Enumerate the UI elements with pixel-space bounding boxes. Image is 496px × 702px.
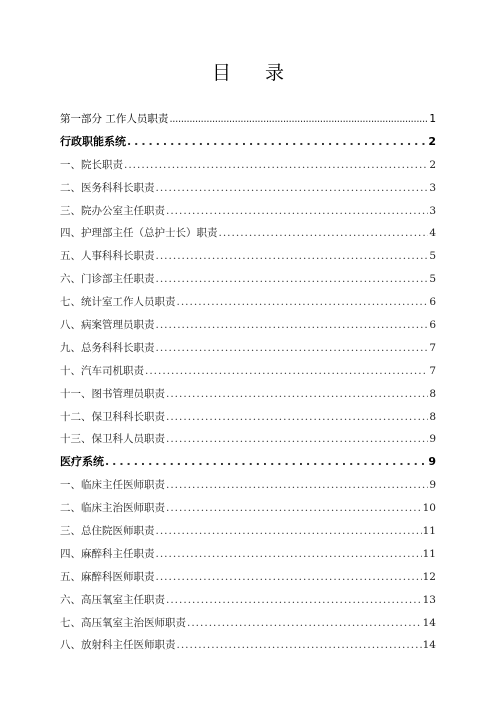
- toc-entry-section[interactable]: [60, 131, 436, 154]
- toc-page-number: 7: [429, 341, 436, 354]
- toc-entry-label: 一、院长职责: [60, 158, 123, 171]
- toc-page-number: 8: [429, 410, 436, 423]
- dot-leader: [105, 451, 427, 474]
- toc-page-number: 6: [429, 296, 436, 309]
- toc-entry[interactable]: [60, 154, 436, 177]
- toc-page-number: 1: [429, 113, 436, 125]
- toc-entry-label: 行政职能系统: [60, 134, 126, 148]
- toc-entry-label: 六、高压氧室主任职责: [60, 593, 165, 606]
- dot-leader: [166, 589, 422, 612]
- toc-entry[interactable]: [60, 291, 436, 314]
- toc-page-number: 9: [428, 455, 436, 469]
- toc-entry[interactable]: [60, 634, 436, 657]
- table-of-contents: [60, 108, 436, 657]
- toc-entry-label: 二、临床主治医师职责: [60, 502, 165, 515]
- toc-entry-label: 十三、保卫科人员职责: [60, 433, 165, 446]
- toc-page-number: 9: [429, 479, 436, 492]
- toc-page-number: 14: [422, 639, 436, 652]
- dot-leader: [156, 566, 422, 589]
- toc-page-number: 10: [422, 502, 436, 515]
- toc-entry-label: 八、放射科主任医师职责: [60, 639, 176, 652]
- toc-entry[interactable]: [60, 245, 436, 268]
- dot-leader: [145, 360, 428, 383]
- toc-entry-label: 六、门诊部主任职责: [60, 273, 155, 286]
- toc-page-number: 3: [429, 181, 436, 194]
- toc-entry-label: 四、护理部主任（总护士长）职责: [60, 227, 218, 240]
- toc-entry[interactable]: [60, 177, 436, 200]
- toc-page-number: 5: [429, 273, 436, 286]
- toc-entry[interactable]: [60, 612, 436, 635]
- toc-page-number: 12: [422, 570, 436, 583]
- dot-leader: [177, 291, 429, 314]
- toc-entry[interactable]: [60, 383, 436, 406]
- toc-page-number: 7: [429, 364, 436, 377]
- toc-entry-label: 十一、图书管理员职责: [60, 387, 165, 400]
- toc-entry-label: 第一部分 工作人员职责: [60, 113, 169, 125]
- dot-leader: [156, 268, 429, 291]
- toc-entry-label: 十、汽车司机职责: [60, 364, 144, 377]
- dot-leader: [166, 474, 428, 497]
- toc-entry-label: 三、院办公室主任职责: [60, 204, 165, 217]
- toc-entry-label: 二、医务科科长职责: [60, 181, 155, 194]
- dot-leader: [156, 543, 422, 566]
- dot-leader: [124, 154, 428, 177]
- dot-leader: [166, 406, 428, 429]
- toc-entry[interactable]: [60, 337, 436, 360]
- toc-entry-section[interactable]: [60, 451, 436, 474]
- toc-entry-part[interactable]: [60, 108, 436, 131]
- dot-leader: [156, 177, 429, 200]
- toc-entry[interactable]: [60, 474, 436, 497]
- toc-entry[interactable]: [60, 589, 436, 612]
- dot-leader: [177, 634, 422, 657]
- toc-page-number: 2: [428, 134, 436, 148]
- toc-entry[interactable]: [60, 268, 436, 291]
- toc-title: 目 录: [211, 62, 299, 84]
- toc-page-number: 6: [429, 319, 436, 332]
- dot-leader: [169, 108, 428, 131]
- toc-page-number: 13: [422, 593, 436, 606]
- toc-entry[interactable]: [60, 222, 436, 245]
- toc-entry[interactable]: [60, 428, 436, 451]
- dot-leader: [187, 612, 422, 635]
- toc-entry[interactable]: [60, 497, 436, 520]
- toc-entry[interactable]: [60, 360, 436, 383]
- dot-leader: [127, 131, 427, 154]
- toc-entry[interactable]: [60, 520, 436, 543]
- toc-entry[interactable]: [60, 543, 436, 566]
- dot-leader: [166, 497, 422, 520]
- toc-page-number: 11: [422, 525, 436, 538]
- toc-entry-label: 八、病案管理员职责: [60, 319, 155, 332]
- toc-entry-label: 七、高压氧室主治医师职责: [60, 616, 186, 629]
- toc-entry[interactable]: [60, 200, 436, 223]
- toc-entry-label: 一、临床主任医师职责: [60, 479, 165, 492]
- toc-entry-label: 三、总住院医师职责: [60, 525, 155, 538]
- dot-leader: [156, 337, 429, 360]
- dot-leader: [156, 245, 429, 268]
- toc-entry[interactable]: [60, 406, 436, 429]
- toc-entry-label: 五、麻醉科医师职责: [60, 570, 155, 583]
- toc-page-number: 3: [429, 204, 436, 217]
- toc-entry-label: 医疗系统: [60, 455, 104, 469]
- toc-entry-label: 九、总务科科长职责: [60, 341, 155, 354]
- toc-page-number: 4: [429, 227, 436, 240]
- toc-entry[interactable]: [60, 314, 436, 337]
- toc-page-number: 2: [429, 158, 436, 171]
- dot-leader: [166, 383, 428, 406]
- toc-page-number: 11: [422, 547, 436, 560]
- toc-entry[interactable]: [60, 566, 436, 589]
- toc-entry-label: 七、统计室工作人员职责: [60, 296, 176, 309]
- dot-leader: [166, 428, 428, 451]
- toc-entry-label: 四、麻醉科主任职责: [60, 547, 155, 560]
- toc-page-number: 14: [422, 616, 436, 629]
- toc-page-number: 8: [429, 387, 436, 400]
- toc-entry-label: 五、人事科科长职责: [60, 250, 155, 263]
- dot-leader: [156, 520, 422, 543]
- toc-page-number: 9: [429, 433, 436, 446]
- dot-leader: [156, 314, 429, 337]
- dot-leader: [166, 200, 428, 223]
- toc-entry-label: 十二、保卫科科长职责: [60, 410, 165, 423]
- toc-page-number: 5: [429, 250, 436, 263]
- dot-leader: [219, 222, 429, 245]
